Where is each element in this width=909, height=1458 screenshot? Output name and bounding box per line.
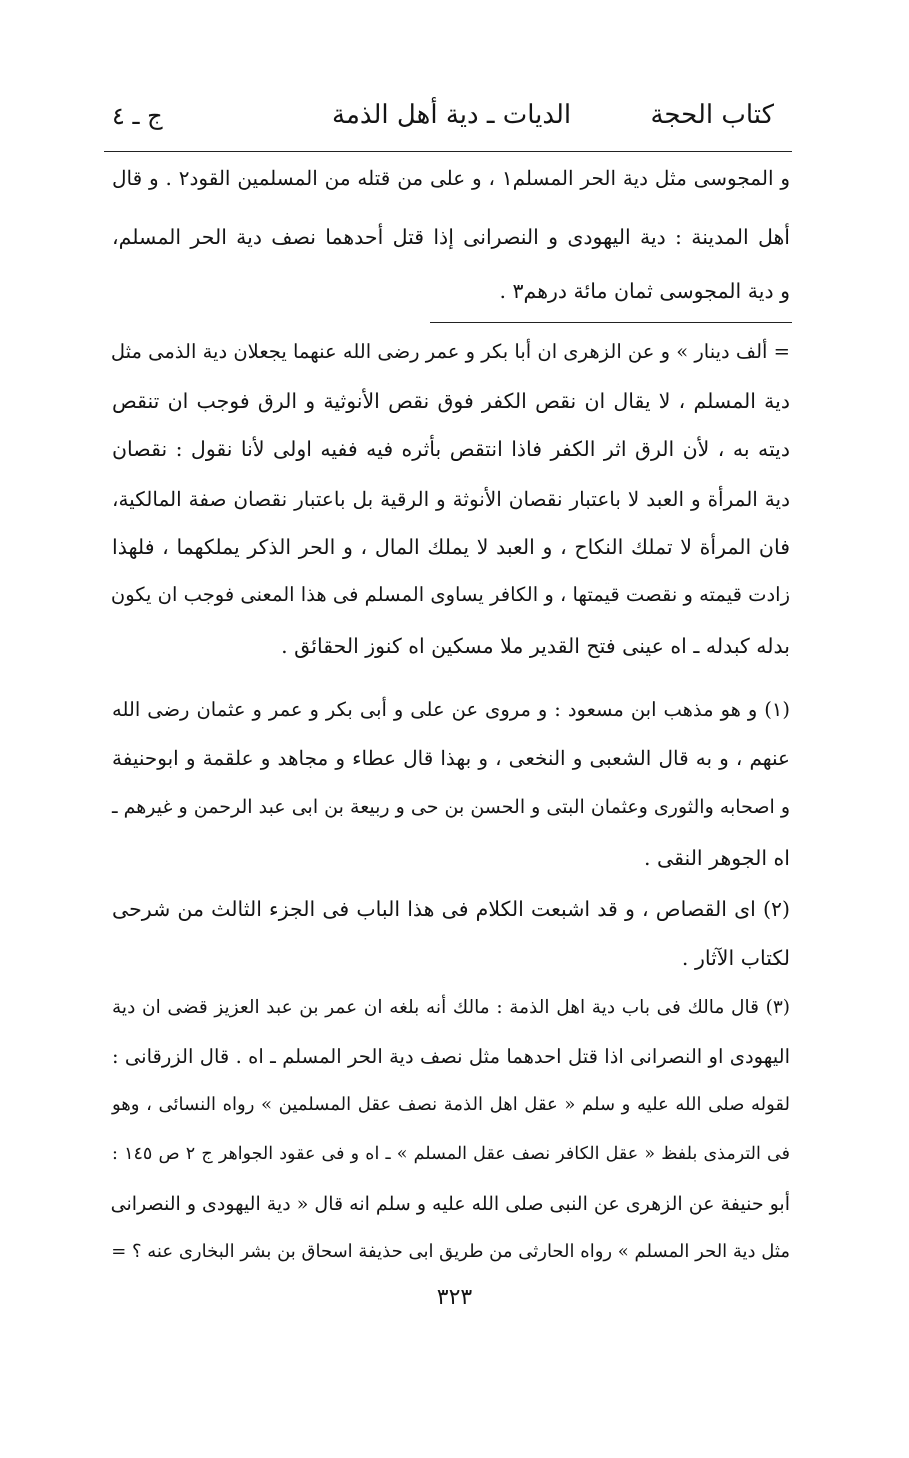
footnote-line: (٢) اى القصاص ، و قد اشبعت الكلام فى هذا الباب فى الجزء الثالث من شرحى	[112, 897, 790, 921]
footnote-line: مثل دية الحر المسلم » رواه الحارثى من طريق ابى حذيفة اسحاق بن بشر البخارى عنه ؟ =	[111, 1241, 790, 1262]
footnote-line: اه الجوهر النقى .	[644, 846, 790, 870]
footnote-line: أبو حنيفة عن الزهرى عن النبى صلى الله عليه و سلم انه قال « دية اليهودى و النصرانى	[110, 1193, 790, 1215]
footnote-line: زادت قيمته و نقصت قيمتها ، و الكافر يساوى المسلم فى هذا المعنى فوجب ان يكون	[110, 583, 790, 606]
footnote-separator	[430, 322, 792, 323]
main-text-line: أهل المدينة : دية اليهودى و النصرانى إذا قتل أحدهما نصف دية الحر المسلم،	[112, 225, 790, 249]
footnote-line: (١) و هو مذهب ابن مسعود : و مروى عن على و أبى بكر و عمر و عثمان رضى الله	[112, 698, 790, 721]
header-rule	[104, 151, 792, 152]
footnote-line: فان المرأة لا تملك النكاح ، و العبد لا يملك المال ، و الحر الذكر يملكهما ، فلهذا	[112, 535, 790, 559]
running-header	[104, 92, 784, 144]
footnote-line: لقوله صلى الله عليه و سلم « عقل اهل الذمة نصف عقل المسلمين » رواه النسائى ، وهو	[112, 1094, 790, 1115]
footnote-line: دية المسلم ، لا يقال ان نقص الكفر فوق نقص الأنوثية و الرق فوجب ان تنقص	[112, 389, 790, 413]
page-number: ٣٢٣	[436, 1285, 473, 1310]
main-text-line: و دية المجوسى ثمان مائة درهم٣ .	[499, 279, 790, 303]
footnote-line: دية المرأة و العبد لا باعتبار نقصان الأنوثة و الرقية بل باعتبار نقصان صفة المالكية،	[112, 487, 790, 511]
footnote-line: = ألف دينار » و عن الزهرى ان أبا بكر و عمر رضى الله عنهما يجعلان دية الذمى مثل	[110, 340, 790, 363]
book-title: كتاب الحجة	[650, 100, 774, 130]
footnote-line: بدله كبدله ـ اه عينى فتح القدير ملا مسكين اه كنوز الحقائق .	[281, 634, 790, 658]
chapter-title: الديات ـ دية أهل الذمة	[332, 100, 572, 130]
footnote-line: عنهم ، و به قال الشعبى و النخعى ، و بهذا قال عطاء و مجاهد و علقمة و ابوحنيفة	[112, 746, 790, 770]
footnote-line: ديته به ، لأن الرق اثر الكفر فاذا انتقص بأثره فيه ففيه اولى لأنا نقول : نقصان	[112, 437, 790, 461]
main-text-line: و المجوسى مثل دية الحر المسلم١ ، و على من قتله من المسلمين القود٢ . و قال	[112, 166, 791, 190]
footnote-line: اليهودى او النصرانى اذا قتل احدهما مثل نصف دية الحر المسلم ـ اه . قال الزرقانى :	[112, 1045, 790, 1068]
footnote-line: (٣) قال مالك فى باب دية اهل الذمة : مالك أنه بلغه ان عمر بن عبد العزيز قضى ان دية	[112, 997, 790, 1018]
footnote-line: فى الترمذى بلفظ « عقل الكافر نصف عقل المسلم » ـ اه و فى عقود الجواهر ج ٢ ص ١٤٥ :	[112, 1144, 790, 1164]
footnote-line: لكتاب الآثار .	[681, 946, 790, 970]
volume-number: ج ـ ٤	[112, 102, 163, 130]
footnote-line: و اصحابه والثورى وعثمان البتى و الحسن بن حى و ربيعة بن ابى عبد الرحمن و غيرهم ـ	[112, 796, 790, 818]
